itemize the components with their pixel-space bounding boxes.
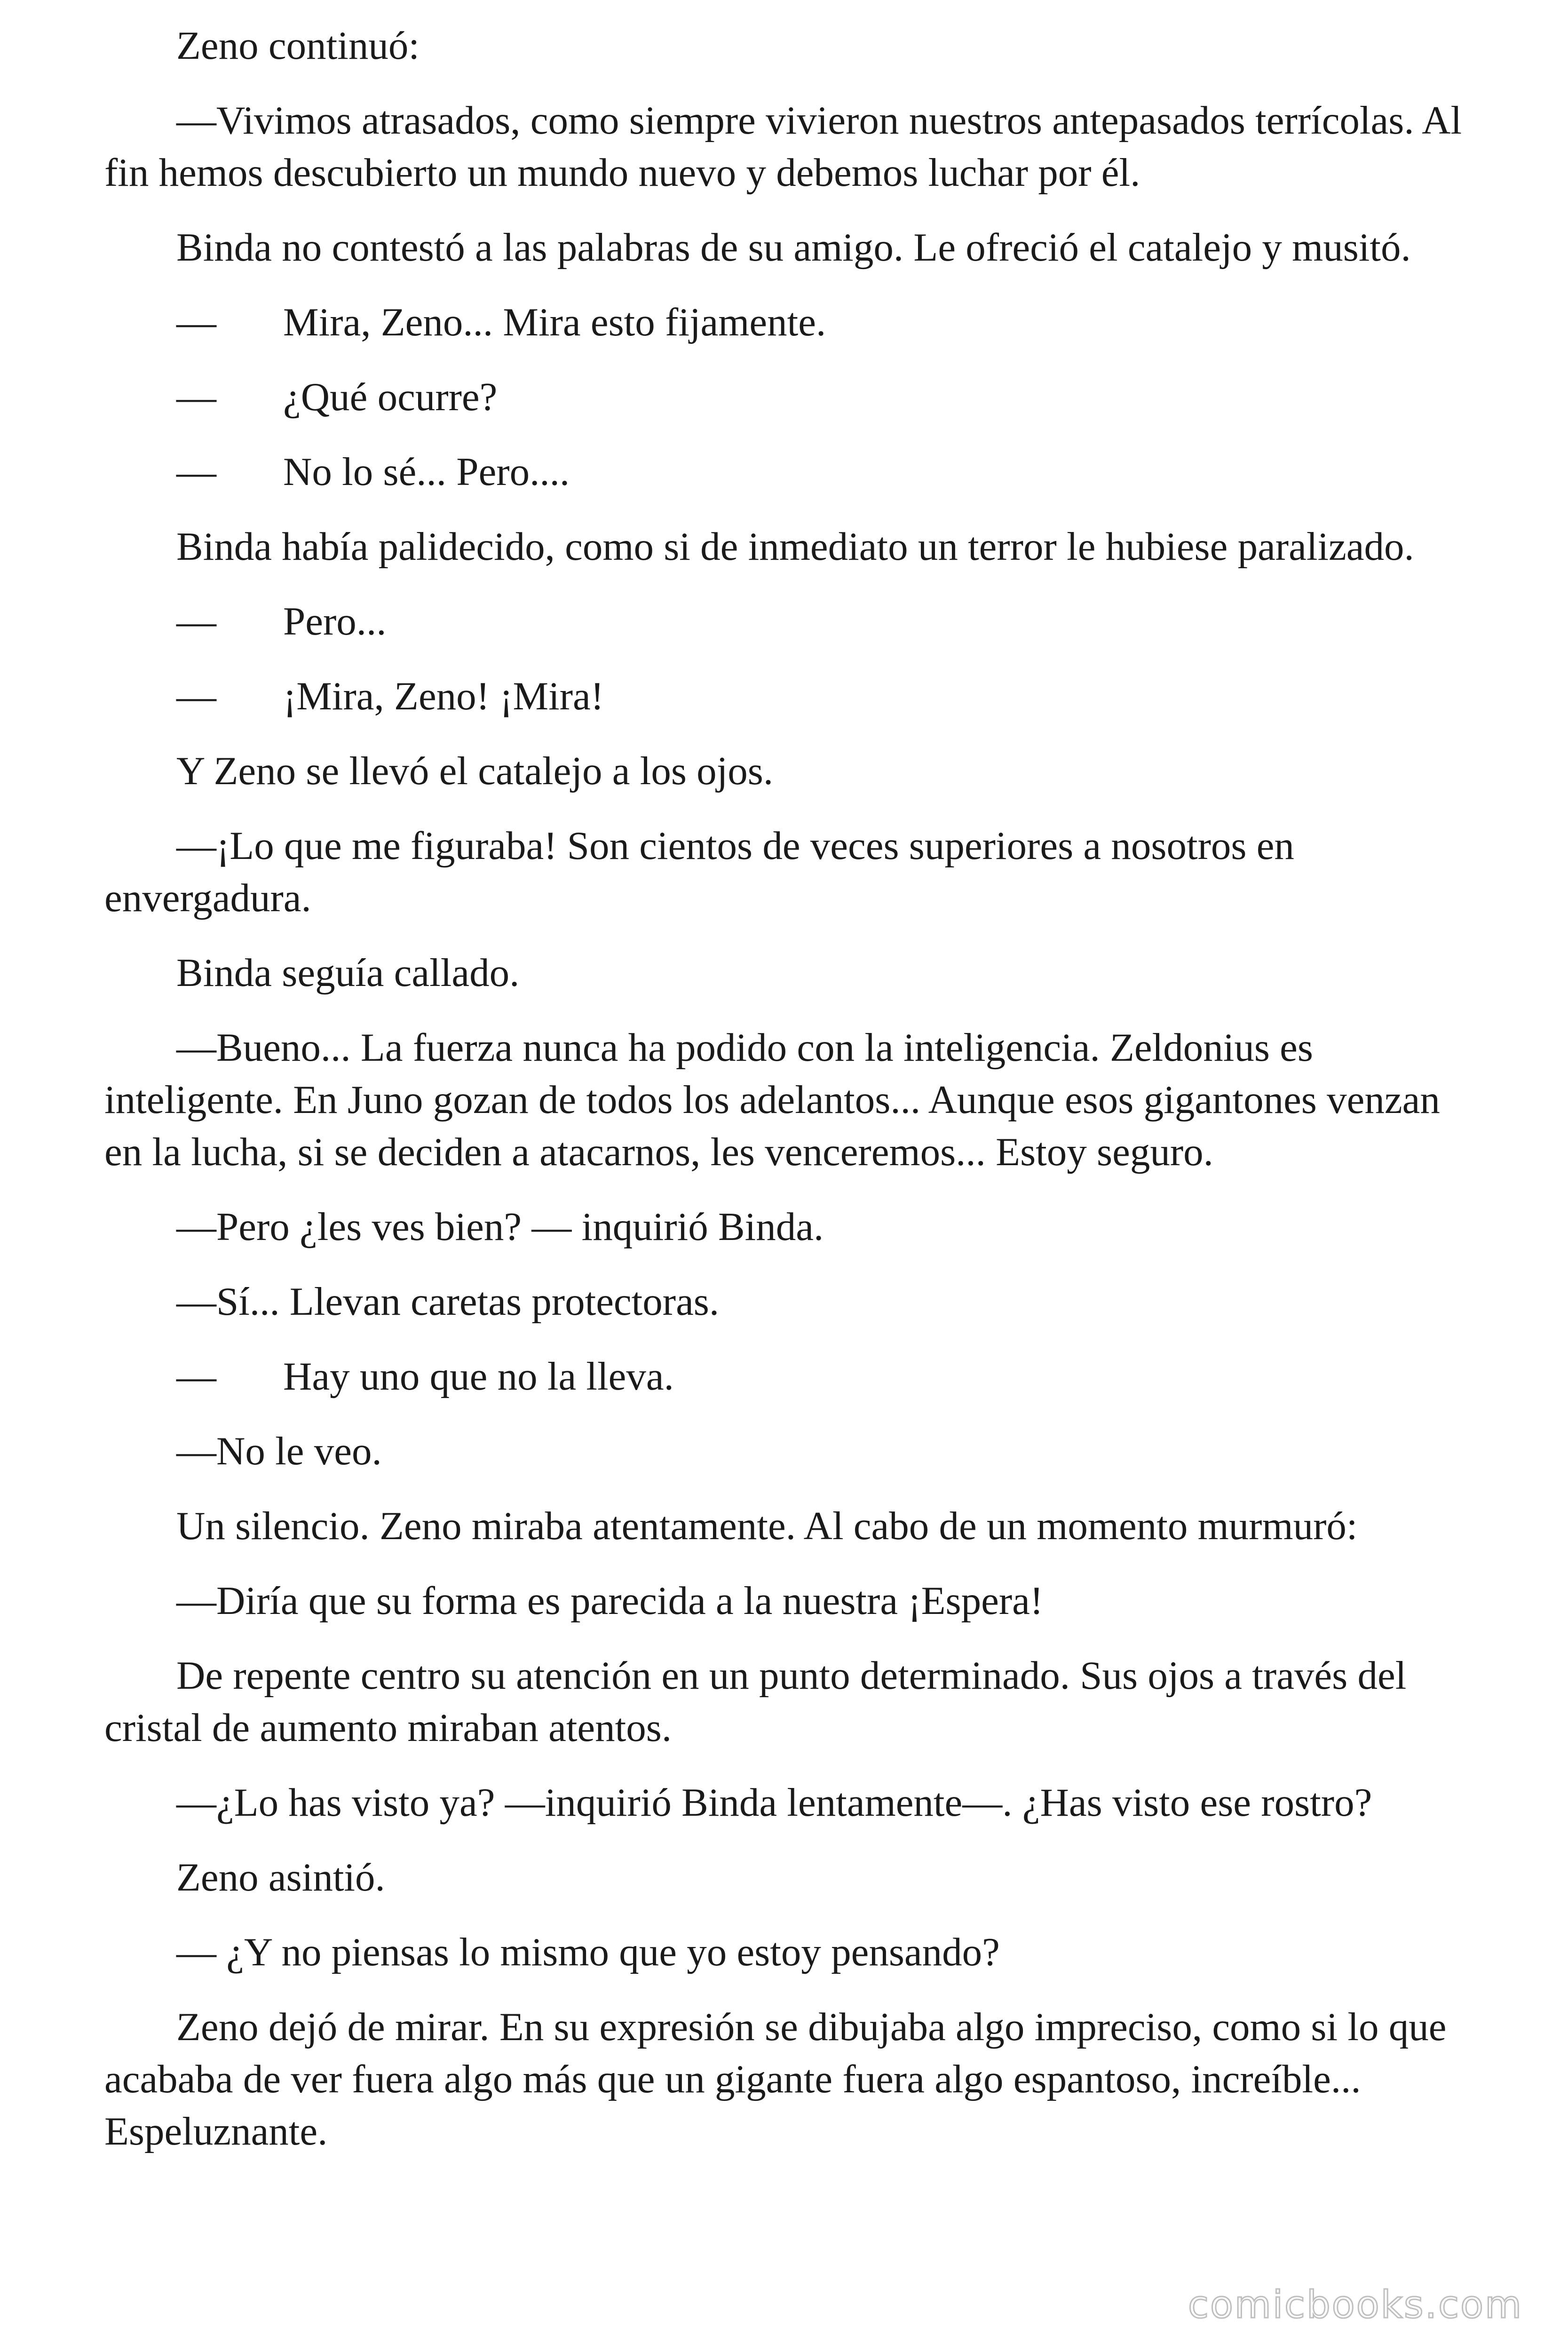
paragraph: Binda había palidecido, como si de inmediato un terror le hubiese paralizado. bbox=[176, 524, 1414, 569]
paragraph: —Bueno... La fuerza nunca ha podido con la inteligencia. Zeldonius es inteligente. En Juno gozan de todos los adelantos... Aunque esos gigantones venzan en la lucha, si se deciden a atacarnos, les venceremos... Estoy seguro. bbox=[104, 1025, 1440, 1174]
dialogue-line bbox=[104, 446, 1468, 498]
dialogue-line bbox=[104, 1351, 1468, 1403]
dialogue-line bbox=[104, 670, 1468, 723]
watermark-logo: comicbooks.com bbox=[1188, 2283, 1523, 2327]
paragraph: —Vivimos atrasados, como siempre vivieron nuestros antepasados terrícolas. Al fin hemos descubierto un mundo nuevo y debemos luchar por él. bbox=[104, 98, 1462, 195]
paragraph: —Diría que su forma es parecida a la nuestra ¡Espera! bbox=[176, 1579, 1044, 1623]
paragraph: —No le veo. bbox=[176, 1429, 382, 1473]
dialogue-text: ¿Qué ocurre? bbox=[283, 375, 498, 419]
paragraph: —Sí... Llevan caretas protectoras. bbox=[176, 1279, 720, 1324]
paragraph: Un silencio. Zeno miraba atentamente. Al cabo de un momento murmuró: bbox=[176, 1504, 1358, 1548]
dialogue-text: Pero... bbox=[283, 599, 387, 644]
dialogue-line bbox=[104, 371, 1468, 423]
dialogue-text: ¡Mira, Zeno! ¡Mira! bbox=[283, 674, 604, 718]
paragraph: Binda seguía callado. bbox=[176, 951, 520, 995]
dialogue-text: Mira, Zeno... Mira esto fijamente. bbox=[283, 300, 826, 344]
dialogue-dash: — bbox=[176, 450, 216, 494]
paragraph: Zeno continuó: bbox=[176, 24, 420, 68]
paragraph: Y Zeno se llevó el catalejo a los ojos. bbox=[176, 749, 774, 793]
dialogue-dash: — bbox=[176, 375, 216, 419]
paragraph: Zeno dejó de mirar. En su expresión se dibujaba algo impreciso, como si lo que acababa de ver fuera algo más que un gigante fuera algo espantoso, increíble... Espeluznante. bbox=[104, 2005, 1447, 2153]
paragraph: De repente centro su atención en un punto determinado. Sus ojos a través del cristal de aumento miraban atentos. bbox=[104, 1653, 1407, 1750]
dialogue-text: No lo sé... Pero.... bbox=[283, 450, 570, 494]
paragraph: —¿Lo has visto ya? —inquirió Binda lentamente—. ¿Has visto ese rostro? bbox=[176, 1780, 1372, 1825]
dialogue-dash: — bbox=[176, 599, 216, 644]
dialogue-line bbox=[104, 596, 1468, 648]
dialogue-line bbox=[104, 296, 1468, 349]
paragraph: —Pero ¿les ves bien? — inquirió Binda. bbox=[176, 1205, 824, 1249]
paragraph: Binda no contestó a las palabras de su amigo. Le ofreció el catalejo y musitó. bbox=[176, 225, 1411, 270]
dialogue-dash: — bbox=[176, 300, 216, 344]
document-page bbox=[104, 20, 1468, 2180]
dialogue-dash: — bbox=[176, 1354, 216, 1398]
dialogue-dash: — bbox=[176, 674, 216, 718]
paragraph: —¡Lo que me figuraba! Son cientos de veces superiores a nosotros en envergadura. bbox=[104, 824, 1294, 920]
dialogue-text: Hay uno que no la lleva. bbox=[283, 1354, 674, 1398]
paragraph: Zeno asintió. bbox=[176, 1855, 385, 1899]
paragraph: — ¿Y no piensas lo mismo que yo estoy pensando? bbox=[176, 1930, 1000, 1974]
